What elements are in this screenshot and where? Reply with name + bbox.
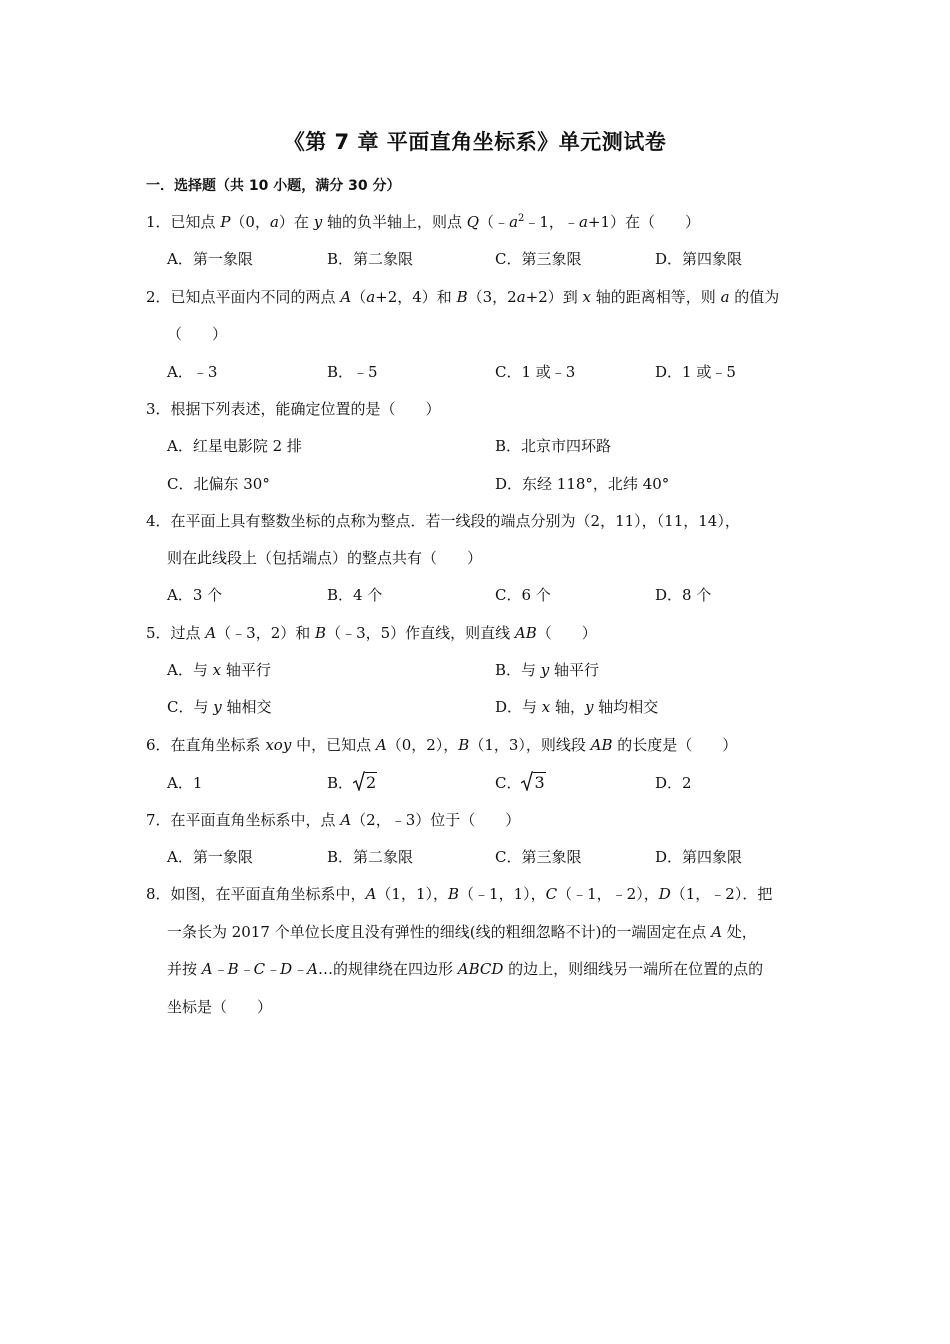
opt-text: A．与 (167, 661, 213, 679)
question-number: 2． (146, 288, 171, 306)
q-text: +2，4）和 (375, 288, 457, 306)
q1-option-d: D．第四象限 (655, 250, 743, 268)
q-text: 一条长为 2017 个单位长度且没有弹性的细线(线的粗细忽略不计)的一端固定在点 (167, 923, 712, 941)
opt-text: C．与 (167, 698, 214, 716)
math-var: D (658, 885, 671, 903)
q-text: （0， (230, 213, 270, 231)
q6-option-b (327, 773, 377, 793)
question-number: 7． (146, 811, 171, 829)
math-var: y (313, 213, 323, 231)
q-text: 在平面直角坐标系中，点 (170, 811, 341, 829)
section-heading: 一．选择题（共 10 小题，满分 30 分） (146, 178, 401, 194)
q-text: 已知点 (170, 213, 221, 231)
math-var: B (456, 288, 468, 306)
opt-text: D．与 (495, 698, 542, 716)
q3-option-a: A．红星电影院 2 排 (167, 437, 302, 455)
math-var: A (205, 624, 217, 642)
math-var: A (340, 288, 352, 306)
question-2 (146, 287, 779, 307)
q4-option-b: B．4 个 (327, 586, 383, 604)
q2-option-a: A．﹣3 (167, 363, 218, 381)
math-var: x (212, 661, 222, 679)
question-number: 3． (146, 400, 171, 418)
opt-text: B．与 (495, 661, 541, 679)
math-var: a (509, 213, 519, 231)
sqrt-symbol (353, 773, 377, 793)
opt-text: 轴， (550, 698, 586, 716)
q-text: 的边上，则细线另一端所在位置的点的 (503, 960, 764, 978)
math-var: B (458, 736, 470, 754)
q4-option-a: A．3 个 (167, 586, 223, 604)
opt-text: 轴相交 (221, 698, 272, 716)
q5-option-d (495, 697, 658, 717)
q-text: （3，2 (467, 288, 517, 306)
q-text: （0，2）， (386, 736, 459, 754)
q-text: +2）到 (525, 288, 583, 306)
q6-option-d: D．2 (655, 774, 692, 792)
q-text: 在平面上具有整数坐标的点称为整点．若一线段的端点分别为（2，11），（11，14）， (170, 512, 740, 530)
q-text: （﹣1，﹣2）， (557, 885, 659, 903)
math-var: y (540, 661, 550, 679)
radicand: 2 (366, 773, 377, 792)
question-number: 5． (146, 624, 171, 642)
math-var: a (269, 213, 279, 231)
radicand: 3 (534, 773, 545, 792)
sqrt-symbol (521, 773, 545, 793)
q5-option-a (167, 660, 271, 680)
q4-option-d: D．8 个 (655, 586, 712, 604)
q6-option-a: A．1 (167, 774, 203, 792)
q2-option-d: D．1 或﹣5 (655, 363, 736, 381)
opt-text: 轴平行 (221, 661, 271, 679)
q-text: ）在 (278, 213, 314, 231)
math-var: A (365, 885, 377, 903)
q-text: 已知点平面内不同的两点 (170, 288, 341, 306)
question-number: 6． (146, 736, 171, 754)
q2-option-c: C．1 或﹣3 (495, 363, 576, 381)
q4-option-c: C．6 个 (495, 586, 551, 604)
math-var: AB (514, 624, 537, 642)
q-text: （ ） (536, 624, 597, 642)
question-number: 8． (146, 885, 171, 903)
radical-sign-icon (521, 771, 533, 791)
math-var: A (711, 923, 723, 941)
opt-text: 轴均相交 (593, 698, 659, 716)
question-8-line-2 (167, 922, 757, 942)
question-2-continued: （ ） (167, 325, 228, 343)
q7-option-b: B．第二象限 (327, 848, 414, 866)
opt-text: C． (495, 774, 522, 792)
math-var: ABCD (457, 960, 504, 978)
q-text: 并按 (167, 960, 202, 978)
math-var: a (578, 213, 588, 231)
q-text: 在直角坐标系 (170, 736, 266, 754)
q7-option-a: A．第一象限 (167, 848, 253, 866)
math-var: x (582, 288, 592, 306)
q-text: 过点 (170, 624, 206, 642)
exponent: 2 (518, 213, 525, 224)
math-var: P (220, 213, 231, 231)
math-var: a (720, 288, 730, 306)
q-text: 的长度是（ ） (612, 736, 738, 754)
q1-option-c: C．第三象限 (495, 250, 582, 268)
math-var: y (213, 698, 222, 716)
page-title: 《第 7 章 平面直角坐标系》单元测试卷 (283, 130, 667, 154)
q1-option-a: A．第一象限 (167, 250, 253, 268)
q-text: 如图，在平面直角坐标系中， (170, 885, 366, 903)
q-text: 根据下列表述，能确定位置的是（ ） (170, 400, 441, 418)
radical-sign-icon (353, 771, 365, 791)
question-number: 1． (146, 213, 171, 231)
q1-option-b: B．第二象限 (327, 250, 414, 268)
q5-option-c (167, 697, 272, 717)
q-text: （﹣3，5）作直线，则直线 (326, 624, 515, 642)
math-var: xoy (265, 736, 292, 754)
math-var: a (366, 288, 376, 306)
q-text: （﹣3，2）和 (216, 624, 316, 642)
q-text: （﹣ (479, 213, 510, 231)
q7-option-d: D．第四象限 (655, 848, 743, 866)
q5-option-b (495, 660, 599, 680)
q-text: ﹣1，﹣ (524, 213, 579, 231)
question-7 (146, 810, 520, 830)
math-var: x (541, 698, 551, 716)
q7-option-c: C．第三象限 (495, 848, 582, 866)
opt-text: B． (327, 774, 354, 792)
math-var: B (315, 624, 327, 642)
opt-text: 轴平行 (549, 661, 600, 679)
math-var: a (516, 288, 526, 306)
q3-option-d: D．东经 118°，北纬 40° (495, 475, 670, 493)
math-var: C (545, 885, 558, 903)
q-text: 的值为 (729, 288, 780, 306)
math-var: AB (590, 736, 613, 754)
q-text: +1）在（ ） (587, 213, 701, 231)
question-6 (146, 735, 737, 755)
q3-option-b: B．北京市四环路 (495, 437, 612, 455)
q-text: （﹣1，1）， (459, 885, 546, 903)
math-var: y (585, 698, 594, 716)
q2-option-b: B．﹣5 (327, 363, 378, 381)
q-text: （1，3），则线段 (469, 736, 591, 754)
q-text: （2，﹣3）位于（ ） (351, 811, 521, 829)
math-var: Q (466, 213, 480, 231)
q-text: （ (351, 288, 367, 306)
q-text: 处， (722, 923, 757, 941)
question-8-line-4: 坐标是（ ） (167, 998, 273, 1016)
question-8 (146, 884, 772, 904)
question-4 (146, 511, 740, 531)
question-number: 4． (146, 512, 171, 530)
question-3 (146, 399, 441, 419)
question-8-line-3 (167, 959, 763, 979)
math-var: B (448, 885, 460, 903)
q-text: （1，1）， (376, 885, 448, 903)
math-var: A (340, 811, 352, 829)
q-text: （1，﹣2）．把 (670, 885, 773, 903)
question-4-continued: 则在此线段上（包括端点）的整点共有（ ） (167, 549, 483, 567)
question-5 (146, 623, 597, 643)
q-text: …的规律绕在四边形 (317, 960, 458, 978)
q-text: 轴的负半轴上，则点 (322, 213, 467, 231)
q-text: 中，已知点 (291, 736, 376, 754)
math-var: A (375, 736, 387, 754)
q-text: 轴的距离相等，则 (591, 288, 721, 306)
question-1 (146, 212, 700, 232)
q6-option-c (495, 773, 546, 793)
math-var: A﹣B﹣C﹣D﹣A (201, 960, 318, 978)
q3-option-c: C．北偏东 30° (167, 475, 270, 493)
